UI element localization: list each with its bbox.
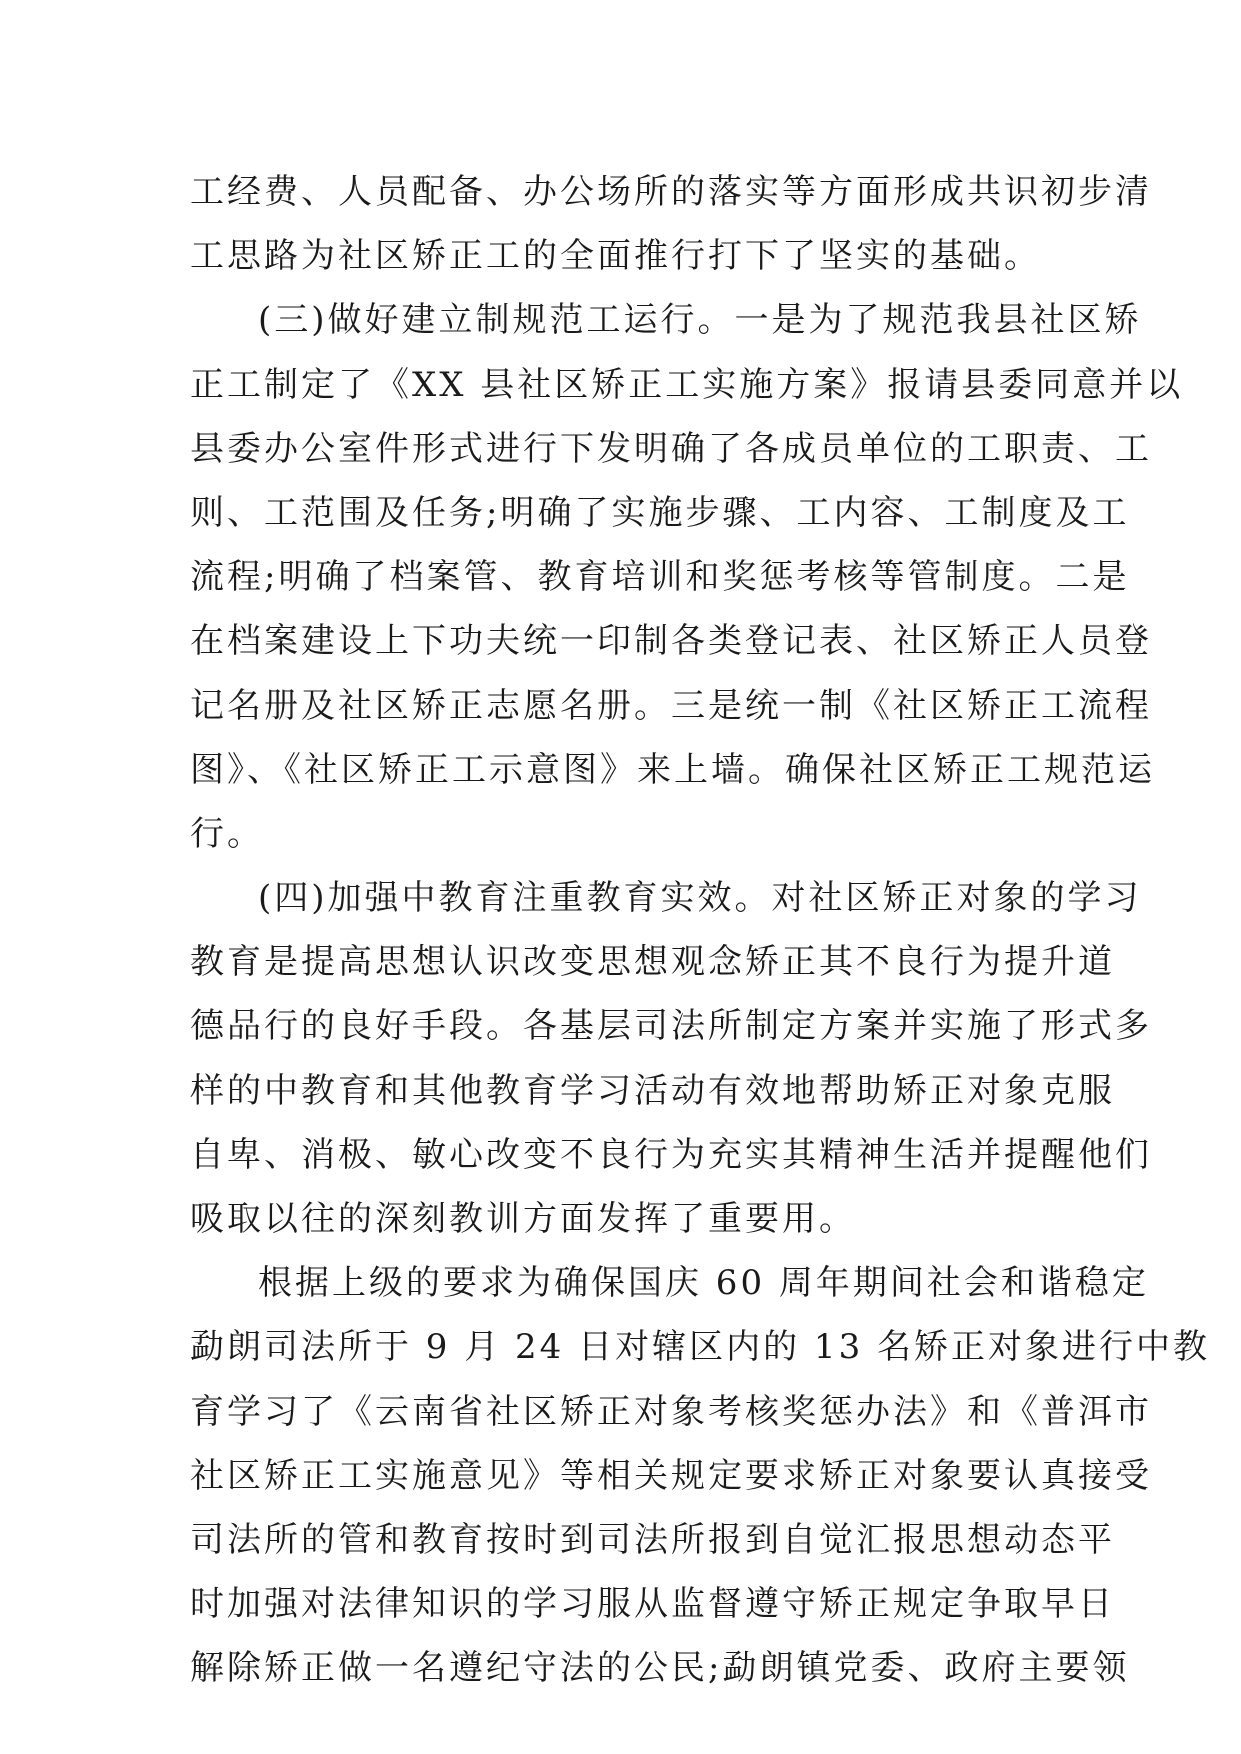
text-line: 行。: [190, 813, 264, 854]
text-line: 工经费、人员配备、办公场所的落实等方面形成共识初步清: [190, 172, 1152, 212]
text-line: 工思路为社区矫正工的全面推行打下了坚实的基础。: [190, 236, 1041, 277]
text-line: 教育是提高思想认识改变思想观念矫正其不良行为提升道: [190, 942, 1115, 983]
text-line: 县委办公室件形式进行下发明确了各成员单位的工职责、工: [190, 428, 1152, 469]
text-line: 正工制定了《XX 县社区矫正工实施方案》报请县委同意并以: [190, 364, 1184, 405]
text-line: 社区矫正工实施意见》等相关规定要求矫正对象要认真接受: [190, 1455, 1152, 1496]
text-line: 流程;明确了档案管、教育培训和奖惩考核等管制度。二是: [190, 557, 1130, 598]
text-line: 记名册及社区矫正志愿名册。三是统一制《社区矫正工流程: [190, 685, 1152, 726]
text-line: 育学习了《云南省社区矫正对象考核奖惩办法》和《普洱市: [190, 1391, 1152, 1432]
paragraph-start-line: (三)做好建立制规范工运行。一是为了规范我县社区矫: [258, 300, 1142, 341]
text-line: 勐朗司法所于 9 月 24 日对辖区内的 13 名矫正对象进行中教: [190, 1327, 1211, 1368]
text-line: 时加强对法律知识的学习服从监督遵守矫正规定争取早日: [190, 1584, 1115, 1625]
text-line: 图》、《社区矫正工示意图》来上墙。确保社区矫正工规范运: [190, 749, 1155, 790]
paragraph-start-line: 根据上级的要求为确保国庆 60 周年期间社会和谐稳定: [258, 1263, 1149, 1304]
text-line: 解除矫正做一名遵纪守法的公民;勐朗镇党委、政府主要领: [190, 1648, 1130, 1689]
paragraph-start-line: (四)加强中教育注重教育实效。对社区矫正对象的学习: [258, 878, 1142, 919]
text-line: 德品行的良好手段。各基层司法所制定方案并实施了形式多: [190, 1006, 1152, 1047]
text-line: 在档案建设上下功夫统一印制各类登记表、社区矫正人员登: [190, 621, 1152, 662]
body-text: [190, 160, 1211, 1701]
text-line: 吸取以往的深刻教训方面发挥了重要用。: [190, 1199, 856, 1239]
text-line: 样的中教育和其他教育学习活动有效地帮助矫正对象克服: [190, 1070, 1115, 1111]
text-line: 自卑、消极、敏心改变不良行为充实其精神生活并提醒他们: [190, 1134, 1152, 1175]
text-line: 司法所的管和教育按时到司法所报到自觉汇报思想动态平: [190, 1519, 1115, 1560]
text-line: 则、工范围及任务;明确了实施步骤、工内容、工制度及工: [190, 492, 1130, 533]
